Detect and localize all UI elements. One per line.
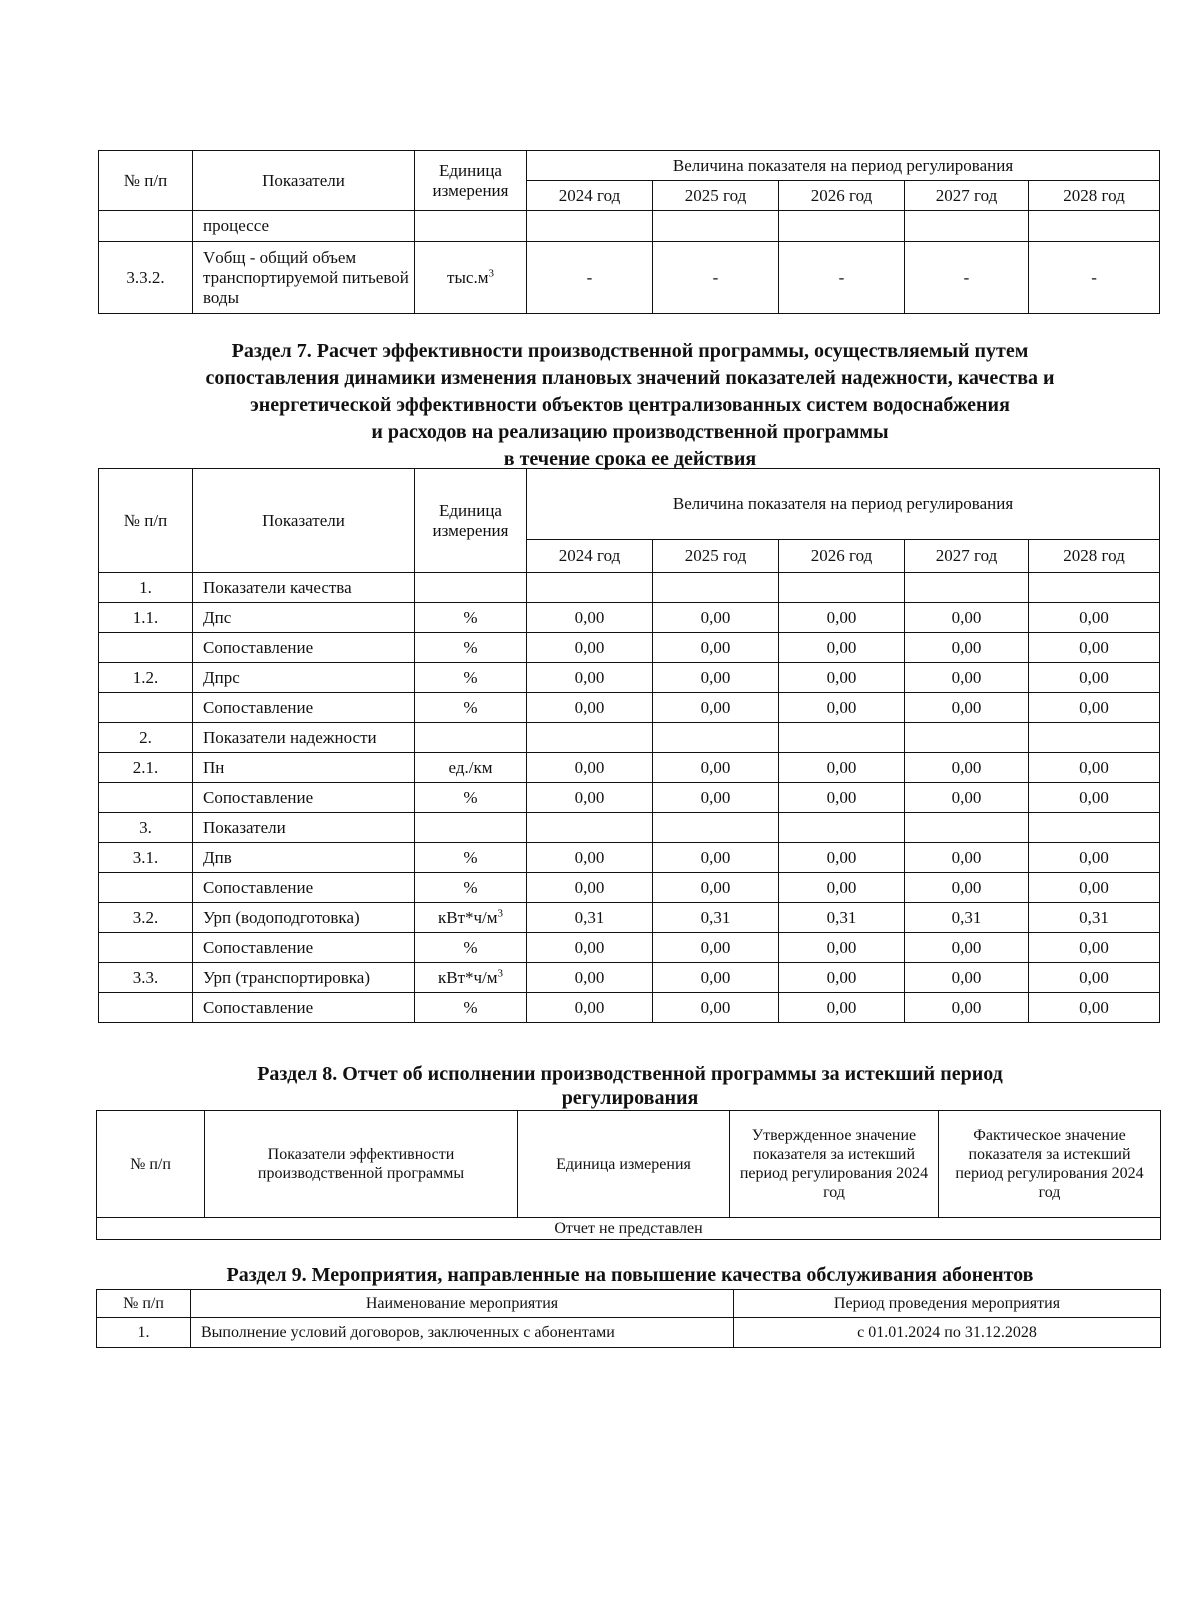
cell-num: 3.1. [99,843,193,873]
cell-unit [415,783,527,813]
header-unit: Единица измерения [518,1111,730,1218]
title-line: энергетической эффективности объектов централизованных систем водоснабжения [250,394,1010,416]
cell-value: - [527,242,653,314]
table-row [99,723,1160,753]
table-row [99,633,1160,663]
cell-indicator: Сопоставление [193,993,415,1023]
cell-value: 0,00 [1029,843,1160,873]
cell-value: 0,31 [779,903,905,933]
header-year: 2026 год [779,181,905,211]
unit-text: % [463,937,478,957]
header-period: Величина показателя на период регулирования [527,469,1160,540]
table-row [99,783,1160,813]
unit-text: % [463,787,478,807]
cell-value: 0,00 [527,693,653,723]
cell-indicator: Показатели надежности [193,723,415,753]
cell-value: 0,00 [905,993,1029,1023]
title-line: регулирования [561,1087,699,1109]
cell-unit [415,903,527,933]
cell-value: 0,00 [527,873,653,903]
header-year: 2024 год [527,540,653,573]
title-line: Раздел 7. Расчет эффективности производственной программы, осуществляемый путем [231,340,1029,362]
unit-text: кВт*ч/м [437,907,498,927]
unit-text: % [463,997,478,1017]
unit-text: % [463,667,478,687]
section8-title [0,1061,1200,1108]
cell-unit [415,663,527,693]
header-period: Период проведения мероприятия [734,1290,1161,1318]
table-row [99,993,1160,1023]
cell-indicator: Vобщ - общий объем транспортируемой питьевой воды [193,242,415,314]
header-unit: Единица измерения [415,151,527,211]
cell-value: 0,00 [779,783,905,813]
cell-unit [415,633,527,663]
unit-text: тыс.м [447,267,489,287]
cell-value: 0,00 [905,603,1029,633]
cell-num: 1.1. [99,603,193,633]
cell-unit [415,211,527,242]
cell-value [653,723,779,753]
title-line: в течение срока ее действия [503,448,757,470]
cell-value: 0,00 [905,633,1029,663]
cell-value: 0,00 [1029,633,1160,663]
table-row [99,603,1160,633]
cell-value: 0,00 [653,663,779,693]
section7-body [99,573,1160,1023]
title-line: Раздел 8. Отчет об исполнении производственной программы за истекший период [257,1063,1003,1085]
cell-unit [415,963,527,993]
cell-value: 0,00 [1029,993,1160,1023]
cell-value [905,573,1029,603]
cell-value: 0,00 [779,603,905,633]
cell-num: 3. [99,813,193,843]
cell-value: 0,00 [1029,783,1160,813]
cell-value: 0,00 [905,663,1029,693]
section7-title [0,338,1200,473]
cell-num: 2. [99,723,193,753]
cell-indicator: Пн [193,753,415,783]
table-section8 [96,1110,1161,1240]
cell-num: 1. [99,573,193,603]
cell-value [779,813,905,843]
cell-indicator: Урп (транспортировка) [193,963,415,993]
cell-value: 0,00 [779,633,905,663]
table-row [99,693,1160,723]
unit-sup: 3 [497,966,504,979]
unit-text: % [463,877,478,897]
cell-unit [415,993,527,1023]
cell-value: 0,00 [653,603,779,633]
cell-indicator: Дпрс [193,663,415,693]
table-row [97,1318,1161,1348]
table-row [99,903,1160,933]
cell-value: - [905,242,1029,314]
header-actual: Фактическое значение показателя за истекший период регулирования 2024 год [939,1111,1161,1218]
cell-value: - [653,242,779,314]
cell-indicator: Сопоставление [193,783,415,813]
cell-value: 0,00 [527,783,653,813]
cell-unit [415,813,527,843]
cell-unit [415,242,527,314]
cell-value: - [1029,242,1160,314]
cell-value: 0,00 [779,963,905,993]
cell-num: 1.2. [99,663,193,693]
cell-value: 0,31 [653,903,779,933]
cell-value [527,723,653,753]
cell-value: 0,00 [653,873,779,903]
header-approved: Утвержденное значение показателя за истекший период регулирования 2024 год [730,1111,939,1218]
cell-unit [415,693,527,723]
cell-num [99,211,193,242]
cell-indicator: Урп (водоподготовка) [193,903,415,933]
cell-value [653,813,779,843]
table-section7 [98,468,1160,1023]
cell-num: 1. [97,1318,191,1348]
cell-value: 0,00 [653,783,779,813]
cell-value: 0,00 [779,693,905,723]
unit-text: % [463,607,478,627]
cell-value [653,211,779,242]
cell-value [905,211,1029,242]
cell-value: 0,00 [653,693,779,723]
cell-value: 0,00 [1029,963,1160,993]
cell-value [905,813,1029,843]
cell-value: 0,00 [779,933,905,963]
title-line: и расходов на реализацию производственной программы [371,421,889,443]
cell-value: 0,00 [1029,873,1160,903]
cell-value: 0,00 [905,843,1029,873]
cell-value: 0,00 [653,963,779,993]
cell-num [99,633,193,663]
cell-indicator: Сопоставление [193,873,415,903]
table-row [99,813,1160,843]
cell-indicator: Дпс [193,603,415,633]
unit-text: % [463,847,478,867]
unit-text: кВт*ч/м [437,967,498,987]
unit-text: ед./км [448,757,493,777]
cell-value: 0,00 [779,993,905,1023]
cell-unit [415,603,527,633]
cell-value: 0,00 [653,633,779,663]
cell-value: 0,00 [1029,663,1160,693]
table-row [99,933,1160,963]
cell-value [1029,813,1160,843]
unit-sup: 3 [497,906,504,919]
cell-name: Выполнение условий договоров, заключенных с абонентами [191,1318,734,1348]
cell-value: 0,00 [527,663,653,693]
table-section9 [96,1289,1161,1348]
cell-value: 0,00 [653,753,779,783]
cell-indicator: Сопоставление [193,693,415,723]
cell-value [779,211,905,242]
cell-value: 0,00 [779,663,905,693]
cell-indicator: Сопоставление [193,933,415,963]
cell-value: 0,00 [905,963,1029,993]
cell-unit [415,933,527,963]
header-indicator: Показатели [193,469,415,573]
cell-indicator: Сопоставление [193,633,415,663]
table-row [99,843,1160,873]
cell-value [1029,723,1160,753]
cell-value: 0,00 [527,753,653,783]
cell-num [99,933,193,963]
cell-unit [415,573,527,603]
header-year: 2024 год [527,181,653,211]
cell-unit [415,753,527,783]
cell-num [99,693,193,723]
cell-value [1029,211,1160,242]
title-line: сопоставления динамики изменения плановых значений показателей надежности, качества и [205,367,1055,389]
cell-indicator: процессе [193,211,415,242]
cell-value: 0,00 [905,933,1029,963]
cell-value: 0,00 [779,873,905,903]
cell-value: 0,00 [653,843,779,873]
cell-value: 0,00 [1029,603,1160,633]
report-note: Отчет не представлен [97,1218,1161,1240]
header-indicator: Показатели [193,151,415,211]
cell-num: 3.3.2. [99,242,193,314]
cell-value [779,573,905,603]
table-row [99,573,1160,603]
cell-value: 0,31 [527,903,653,933]
unit-sup: 3 [488,266,494,279]
table-row [99,242,1160,314]
header-year: 2027 год [905,540,1029,573]
cell-unit [415,723,527,753]
unit-text: % [463,697,478,717]
header-year: 2025 год [653,540,779,573]
cell-value: 0,31 [905,903,1029,933]
header-year: 2028 год [1029,540,1160,573]
cell-num [99,873,193,903]
cell-unit [415,843,527,873]
cell-value: 0,00 [653,993,779,1023]
cell-value: 0,00 [779,753,905,783]
header-unit: Единица измерения [415,469,527,573]
table-row [99,663,1160,693]
section9-title: Раздел 9. Мероприятия, направленные на повышение качества обслуживания абонентов [226,1264,1034,1286]
header-name: Наименование мероприятия [191,1290,734,1318]
cell-indicator: Показатели [193,813,415,843]
cell-value [1029,573,1160,603]
cell-num: 2.1. [99,753,193,783]
header-num: № п/п [97,1290,191,1318]
header-year: 2025 год [653,181,779,211]
cell-num [99,783,193,813]
cell-value: 0,00 [905,873,1029,903]
cell-value [527,211,653,242]
cell-value: - [779,242,905,314]
cell-value [527,813,653,843]
cell-value: 0,00 [527,633,653,663]
cell-indicator: Дпв [193,843,415,873]
table-row [99,753,1160,783]
cell-value: 0,31 [1029,903,1160,933]
cell-value: 0,00 [527,603,653,633]
cell-num: 3.2. [99,903,193,933]
cell-num [99,993,193,1023]
cell-value: 0,00 [653,933,779,963]
cell-indicator: Показатели качества [193,573,415,603]
header-year: 2027 год [905,181,1029,211]
header-num: № п/п [99,151,193,211]
table-top [98,150,1160,314]
cell-unit [415,873,527,903]
unit-text: % [463,637,478,657]
header-num: № п/п [97,1111,205,1218]
cell-value: 0,00 [905,693,1029,723]
header-period: Величина показателя на период регулирования [527,151,1160,181]
header-indicators: Показатели эффективности производственной программы [205,1111,518,1218]
cell-value: 0,00 [1029,933,1160,963]
cell-value [779,723,905,753]
cell-value [653,573,779,603]
header-num: № п/п [99,469,193,573]
header-year: 2028 год [1029,181,1160,211]
cell-period: с 01.01.2024 по 31.12.2028 [734,1318,1161,1348]
table-row [99,873,1160,903]
cell-value: 0,00 [527,993,653,1023]
cell-value: 0,00 [905,753,1029,783]
cell-value: 0,00 [527,933,653,963]
cell-value: 0,00 [527,843,653,873]
cell-value: 0,00 [1029,753,1160,783]
cell-num: 3.3. [99,963,193,993]
header-year: 2026 год [779,540,905,573]
cell-value: 0,00 [779,843,905,873]
cell-value [527,573,653,603]
cell-value: 0,00 [905,783,1029,813]
cell-value: 0,00 [1029,693,1160,723]
table-row [99,211,1160,242]
cell-value [905,723,1029,753]
table-row [99,963,1160,993]
cell-value: 0,00 [527,963,653,993]
